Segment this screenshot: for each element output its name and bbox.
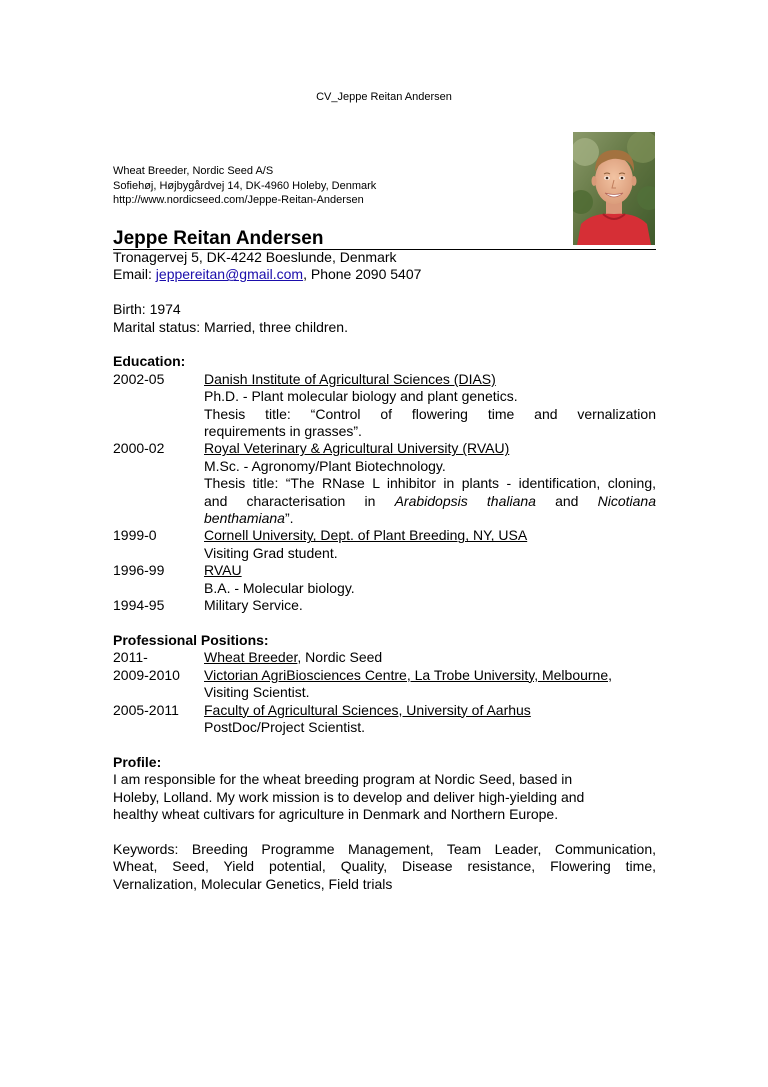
position-years: 2011- xyxy=(113,649,148,666)
employer-line-url[interactable]: http://www.nordicseed.com/Jeppe-Reitan-Andersen xyxy=(113,194,364,206)
education-years: 1996-99 xyxy=(113,562,165,579)
species-name: Nicotiana xyxy=(597,492,656,509)
profile-heading: Profile: xyxy=(113,753,162,770)
education-degree: Military Service. xyxy=(204,597,303,614)
email-link[interactable]: jeppereitan@gmail.com xyxy=(155,266,304,283)
position-years: 2005-2011 xyxy=(113,701,179,718)
education-years: 1999-0 xyxy=(113,527,157,544)
education-degree: Ph.D. - Plant molecular biology and plant genetics. xyxy=(204,388,518,405)
employer-block xyxy=(113,164,376,208)
education-years: 2000-02 xyxy=(113,440,165,457)
position-entry xyxy=(113,667,656,702)
name-heading-block xyxy=(113,229,656,250)
employer-line-address: Sofiehøj, Højbygårdvej 14, DK-4960 Holeby, Denmark xyxy=(113,179,377,192)
education-heading: Education: xyxy=(113,353,186,370)
keywords-line: Vernalization, Molecular Genetics, Field trials xyxy=(113,875,393,892)
education-thesis-line: requirements in grasses”. xyxy=(204,423,362,440)
position-role: PostDoc/Project Scientist. xyxy=(204,718,366,735)
positions-heading: Professional Positions: xyxy=(113,631,269,648)
position-role: Visiting Scientist. xyxy=(204,684,310,701)
profile-text-line: I am responsible for the wheat breeding program at Nordic Seed, based in xyxy=(113,771,573,788)
education-years: 2002-05 xyxy=(113,370,165,387)
document-header: CV_Jeppe Reitan Andersen xyxy=(316,91,452,103)
position-role: Wheat Breeder xyxy=(204,649,298,666)
position-institution: Victorian AgriBiosciences Centre, La Trobe University, Melbourne, xyxy=(204,666,613,683)
education-entry xyxy=(113,440,656,527)
education-institution: Cornell University, Dept. of Plant Breeding, NY, USA xyxy=(204,527,528,544)
education-degree: Visiting Grad student. xyxy=(204,544,338,561)
education-entry xyxy=(113,371,656,441)
phone-text: , Phone 2090 5407 xyxy=(303,266,422,283)
education-thesis-line: Thesis title: “The RNase L inhibitor in plants - identification, cloning, xyxy=(204,475,656,492)
position-employer: , Nordic Seed xyxy=(297,649,383,666)
species-name: Arabidopsis thaliana xyxy=(394,492,536,509)
education-degree: M.Sc. - Agronomy/Plant Biotechnology. xyxy=(204,457,446,474)
position-years: 2009-2010 xyxy=(113,666,180,683)
education-thesis-line: and characterisation in Arabidopsis thaliana and Nicotiana xyxy=(204,492,656,509)
employer-line-title: Wheat Breeder, Nordic Seed A/S xyxy=(113,165,274,177)
species-name: benthamiana xyxy=(204,510,285,527)
education-institution: Danish Institute of Agricultural Sciences (DIAS) xyxy=(204,370,496,387)
education-institution: RVAU xyxy=(204,562,242,579)
email-label: Email: xyxy=(113,266,156,283)
marital-status-line: Marital status: Married, three children. xyxy=(113,318,348,335)
cv-body xyxy=(113,249,656,893)
keywords-line: Wheat, Seed, Yield potential, Quality, Disease resistance, Flowering time, xyxy=(113,858,656,875)
education-entry xyxy=(113,562,656,597)
contact-line xyxy=(113,266,656,283)
profile-text-line: healthy wheat cultivars for agriculture in Denmark and Northern Europe. xyxy=(113,805,559,822)
birth-line: Birth: 1974 xyxy=(113,301,181,318)
position-institution: Faculty of Agricultural Sciences, University of Aarhus xyxy=(204,701,531,718)
position-entry xyxy=(113,702,656,737)
education-thesis-line: Thesis title: “Control of flowering time and vernalization xyxy=(204,405,656,422)
home-address: Tronagervej 5, DK-4242 Boeslunde, Denmark xyxy=(113,249,397,265)
education-entry xyxy=(113,597,656,614)
education-thesis-line: benthamiana”. xyxy=(204,510,294,527)
education-entry xyxy=(113,527,656,562)
profile-text-line: Holeby, Lolland. My work mission is to develop and deliver high-yielding and xyxy=(113,788,585,805)
keywords-line: Keywords: Breeding Programme Management, Team Leader, Communication, xyxy=(113,840,656,857)
education-years: 1994-95 xyxy=(113,597,165,614)
education-degree: B.A. - Molecular biology. xyxy=(204,579,355,596)
position-entry xyxy=(113,649,656,666)
education-institution: Royal Veterinary & Agricultural University (RVAU) xyxy=(204,440,510,457)
person-name: Jeppe Reitan Andersen xyxy=(113,228,324,249)
